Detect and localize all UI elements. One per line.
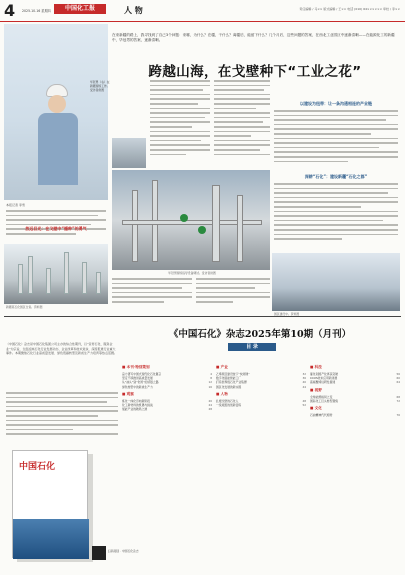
toc-item[interactable] (310, 399, 400, 403)
toc-item-page: 32 (302, 372, 306, 376)
body-text-block (112, 278, 192, 312)
valve-icon (180, 214, 188, 222)
toc-item-title: 数字化赋能智能工厂 (216, 376, 242, 381)
toc-section (310, 365, 400, 385)
toc-item-title: 化工新材料的机遇与挑战 (122, 403, 153, 408)
person-figure (34, 84, 82, 192)
toc-item[interactable] (122, 407, 212, 411)
toc-section-heading: ■ 人物 (216, 391, 228, 396)
body-text-block (274, 183, 398, 251)
page-number: 4 (4, 1, 16, 20)
tower-shape (46, 268, 51, 294)
tower-shape (18, 264, 23, 294)
portrait-photo (4, 24, 108, 200)
toc-column (122, 362, 212, 411)
toc-item[interactable] (310, 413, 400, 417)
toc-section-heading: ■ 视野 (310, 387, 322, 392)
toc-item-title: 奋力谱写中国式现代化石化篇章 (122, 372, 162, 376)
toc-section (122, 392, 212, 412)
cover-logo: 中国石化 (19, 462, 56, 472)
photo-caption: 新疆某石化园区全景。资料图 (6, 305, 43, 309)
toc-item[interactable] (122, 385, 212, 389)
toc-item-title: 从“油头”到“化尾”的延链之路 (122, 380, 159, 385)
toc-item-title: 高端聚烯烃研发提速 (310, 380, 336, 385)
toc-label: 目 录 (228, 343, 276, 351)
issue-date: 2025.10.16 星期四 (22, 9, 51, 13)
editor-credits: 责任编辑 / 马×× 版式编辑 / 王×× 电话 (010) 64×××××× 审校 / 李×× (299, 7, 400, 11)
body-text-block (214, 80, 270, 168)
toc-section-heading: ■ 观察 (122, 391, 134, 396)
tower-shape (82, 262, 87, 294)
lead-paragraph: 在来新疆的路上，我寻找到了自己3个问题：来哪，为什么？在疆，干什么？离疆后，能留下什么？几个月后，这些问题的答案，在西北工业园区中逐渐清晰——在能源化工的新疆中，毕冠男的答案，逐渐清晰。 (112, 33, 395, 43)
body-text-block (274, 110, 398, 172)
toc-item-page: 72 (396, 398, 400, 403)
subheading: 以建设为纽带：让一条沟通相连的产业链 (300, 101, 372, 106)
toc-section-heading: ■ 科技 (310, 365, 322, 369)
toc-section-heading: ■ 本刊·特别策划 (122, 365, 150, 369)
portrait-caption: 毕冠男（右）在新疆现场工作。受访者供图 (90, 80, 110, 92)
toc-item-title: 国际化工巨头转型观察 (310, 398, 338, 403)
toc-section-heading: ■ 产业 (216, 365, 228, 369)
toc-item-title: 绿色转型中的新质生产力 (122, 384, 153, 389)
qr-caption: 扫码阅读 · 中国石化杂志 (108, 549, 139, 553)
cover-image (13, 519, 89, 559)
toc-column (216, 362, 306, 407)
toc-item-page: 24 (208, 403, 212, 408)
toc-section-heading: ■ 文化 (310, 406, 322, 411)
toc-item-page: 44 (302, 384, 306, 389)
photo-caption: 园区建设中。资料图 (274, 312, 300, 316)
masthead (0, 0, 405, 22)
toc-section (310, 406, 400, 417)
toc-column (310, 362, 400, 417)
workwear-shape (38, 113, 78, 185)
toc-item-page: 76 (396, 413, 400, 418)
skyline-photo (272, 253, 400, 311)
pipe-shape (132, 190, 138, 262)
toc-item-page: 52 (302, 403, 306, 408)
toc-section (216, 392, 306, 407)
toc-item-page: 12 (208, 380, 212, 385)
magazine-intro: 《中国石化》杂志是中国石化集团公司主办的综合性期刊，以“宣传石化、服务企业”为宗旨，全面反映石化行业发展动态、企业改革和技术进步，深度报道行业重大事件。本期聚焦石化行业高质量发展、绿色低碳转型及新质生产力培育等热点话题。 (6, 342, 118, 356)
paper-logo: 中国化工报 (54, 4, 106, 14)
factory-photo (112, 170, 270, 270)
headline: 跨越山海，在戈壁种下“工业之花” (148, 64, 362, 80)
toc-item-page: 60 (396, 376, 400, 381)
toc-item[interactable] (216, 403, 306, 407)
toc-item-page: 64 (396, 380, 400, 385)
tower-shape (28, 256, 33, 294)
inset-photo (112, 138, 146, 168)
toc-item-title: 一线班组的创新密码 (216, 403, 242, 408)
toc-item-title: 扎根戈壁的石化人 (216, 398, 239, 403)
toc-item-title: 乙烯项目建设按下“快进键” (216, 372, 250, 376)
byline: 本报记者 李雪 (6, 203, 25, 207)
tower-shape (64, 252, 69, 294)
magazine-title: 《中国石化》杂志2025年第10期（月刊） (168, 329, 352, 340)
subheading: 放远目光：在戈壁中“播种”的勇气 (25, 226, 87, 231)
toc-item-page: 56 (396, 372, 400, 376)
toc-item-title: CCUS技术应用新进展 (310, 376, 338, 381)
toc-item-page: 68 (396, 394, 400, 399)
toc-section (310, 388, 400, 403)
valve-icon (198, 226, 206, 234)
tower-shape (96, 272, 101, 294)
qr-code-icon[interactable] (92, 546, 106, 560)
toc-section (216, 365, 306, 389)
pipe-shape (212, 185, 220, 262)
body-text-block (6, 392, 118, 446)
face-shape (48, 95, 66, 113)
toc-item-page: 36 (302, 376, 306, 381)
toc-item-page: 40 (302, 380, 306, 385)
pipe-shape (237, 195, 243, 262)
toc-item-title: 坚定不移推进高质量发展 (122, 376, 153, 381)
toc-item-title: 园区化发展的新实践 (216, 384, 242, 389)
toc-item-title: 全球能源格局之变 (310, 394, 333, 399)
section-title: 人 物 (124, 5, 143, 15)
toc-item-title: 打造世界级石化产业集群 (216, 380, 247, 385)
toc-item-title: 炼化一体化迈向新阶段 (122, 398, 150, 403)
toc-item-page: 8 (210, 376, 212, 381)
toc-item-page: 28 (208, 407, 212, 412)
toc-item[interactable] (310, 380, 400, 384)
toc-item[interactable] (216, 385, 306, 389)
subheading: 深耕“石化”：建设新疆“石化之都” (304, 174, 368, 179)
toc-item-page: 4 (210, 372, 212, 376)
toc-item-title: 石油精神代代相传 (310, 413, 333, 418)
magazine-cover (12, 450, 88, 558)
body-text-block (196, 278, 270, 312)
toc-item-title: 氢能产业的破局之道 (122, 407, 148, 412)
plant-photo (4, 244, 108, 304)
toc-item-page: 48 (302, 398, 306, 403)
toc-item-page: 16 (208, 384, 212, 389)
toc-item-title: 催化剂国产化再获突破 (310, 372, 338, 376)
photo-caption: 毕冠男现场指导设备调试。受访者供图 (168, 271, 216, 275)
body-text-block (150, 80, 210, 168)
toc-item-page: 20 (208, 398, 212, 403)
toc-section (122, 365, 212, 389)
